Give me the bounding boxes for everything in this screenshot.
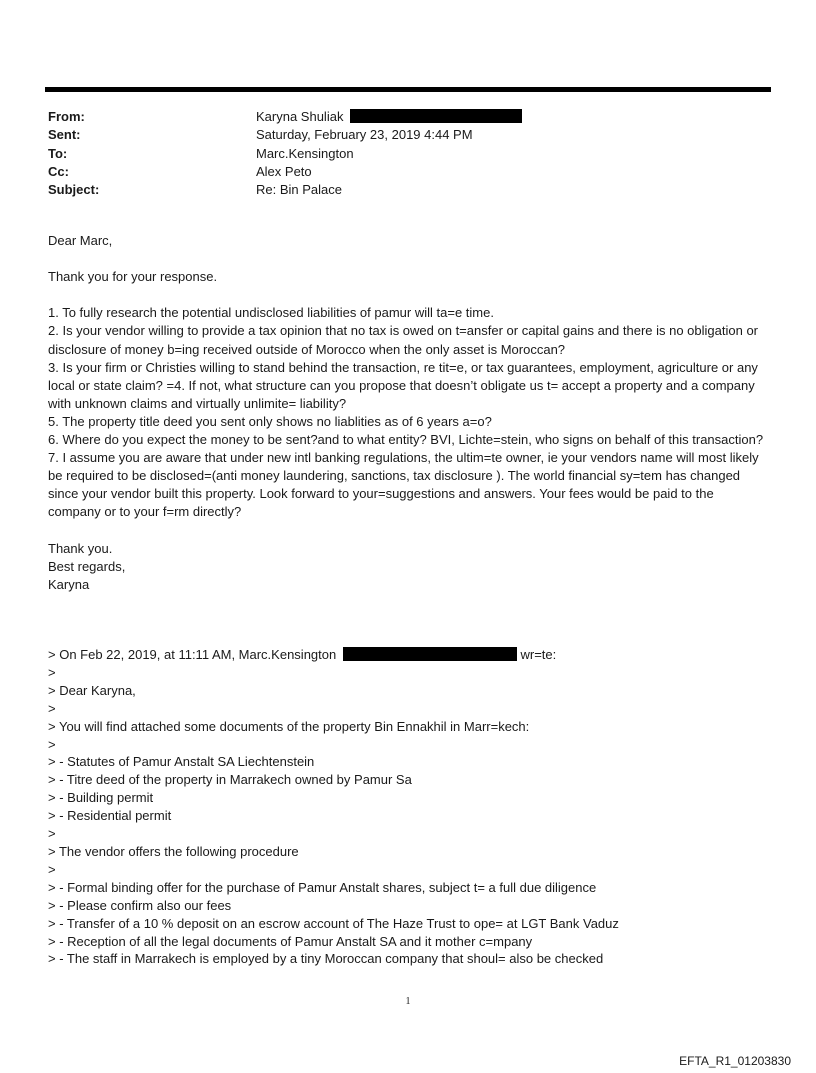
document-id: EFTA_R1_01203830 <box>679 1054 791 1068</box>
quoted-intro <box>48 646 770 664</box>
from-row <box>48 108 768 126</box>
thanks-line: Thank you for your response. <box>48 269 218 285</box>
quoted-line: > Dear Karyna, <box>48 682 136 698</box>
subject-row <box>48 181 768 199</box>
redaction-bar <box>350 109 522 123</box>
quoted-line: > <box>48 700 56 716</box>
quoted-line: > <box>48 861 56 877</box>
quoted-line: > - Transfer of a 10 % deposit on an escrow account of The Haze Trust to ope= at LGT Bank Vaduz <box>48 915 619 931</box>
quoted-line: > <box>48 736 56 752</box>
quoted-intro-suffix: wr=te: <box>520 647 557 662</box>
quoted-intro-text: > On Feb 22, 2019, at 11:11 AM, Marc.Kensington <box>48 647 337 662</box>
point-7: 7. I assume you are aware that under new intl banking regulations, the ultim=te owner, ie your vendors name will most likely be required to be disclosed=(anti money laundering, sanctions, tax disclosure ). The world financial sy=tem has changed since your vendor built this property. Look forward to your=suggestions and answers. Your fees would be paid to the company or to your f=rm directly? <box>48 450 759 520</box>
to-value: Marc.Kensington <box>256 145 354 161</box>
closing-regards: Best regards, <box>48 558 126 574</box>
point-6: 6. Where do you expect the money to be sent?and to what entity? BVI, Lichte=stein, who signs on behalf of this transaction? <box>48 432 764 448</box>
quoted-line: > You will find attached some documents of the property Bin Ennakhil in Marr=kech: <box>48 718 530 734</box>
quoted-line: > - Reception of all the legal documents of Pamur Anstalt SA and it mother c=mpany <box>48 933 533 949</box>
quoted-line: > - Building permit <box>48 790 154 806</box>
sent-row <box>48 126 768 144</box>
greeting: Dear Marc, <box>48 233 113 248</box>
from-label: From: <box>48 109 85 124</box>
header-divider <box>45 87 771 92</box>
point-5: 5. The property title deed you sent only shows no liablities as of 6 years a=o? <box>48 413 492 429</box>
from-value <box>256 108 522 126</box>
quoted-line: > - Formal binding offer for the purchase of Pamur Anstalt shares, subject t= a full due diligence <box>48 879 597 895</box>
closing-thanks: Thank you. <box>48 540 113 556</box>
cc-value: Alex Peto <box>256 163 312 179</box>
point-3: 3. Is your firm or Christies willing to stand behind the transaction, re tit=e, or tax guarantees, employment, agriculture or any local or state claim? =4. If not, what structure can you propose that doesn’t obligate us t= accept a property and a company with unknown claims and virtually unlimite= liability? <box>48 359 758 411</box>
quoted-line: > <box>48 826 56 842</box>
quoted-line: > The vendor offers the following procedure <box>48 843 299 859</box>
sent-label: Sent: <box>48 127 81 143</box>
quoted-line: > - Statutes of Pamur Anstalt SA Liechtenstein <box>48 754 315 770</box>
quoted-message <box>48 646 770 968</box>
email-body <box>48 232 770 594</box>
to-row <box>48 145 768 163</box>
from-name: Karyna Shuliak <box>256 109 344 124</box>
sent-value: Saturday, February 23, 2019 4:44 PM <box>256 127 473 143</box>
to-label: To: <box>48 145 68 161</box>
subject-label: Subject: <box>48 182 100 198</box>
email-header <box>48 108 768 199</box>
subject-value: Re: Bin Palace <box>256 182 342 198</box>
page-number: 1 <box>405 996 411 1007</box>
quoted-line: > - The staff in Marrakech is employed by a tiny Moroccan company that shoul= also be checked <box>48 951 604 967</box>
cc-row <box>48 163 768 181</box>
redaction-bar <box>343 647 517 661</box>
cc-label: Cc: <box>48 163 69 179</box>
point-2: 2. Is your vendor willing to provide a tax opinion that no tax is owed on t=ansfer or capital gains and there is no obligation or disclosure of money b=ing received outside of Morocco when the only asset is Moroccan? <box>48 323 759 357</box>
quoted-line: > <box>48 664 56 680</box>
quoted-line: > - Titre deed of the property in Marrakech owned by Pamur Sa <box>48 772 412 788</box>
quoted-line: > - Residential permit <box>48 808 172 824</box>
signature: Karyna <box>48 576 90 592</box>
point-1: 1. To fully research the potential undisclosed liabilities of pamur will ta=e time. <box>48 305 494 321</box>
quoted-line: > - Please confirm also our fees <box>48 897 232 913</box>
